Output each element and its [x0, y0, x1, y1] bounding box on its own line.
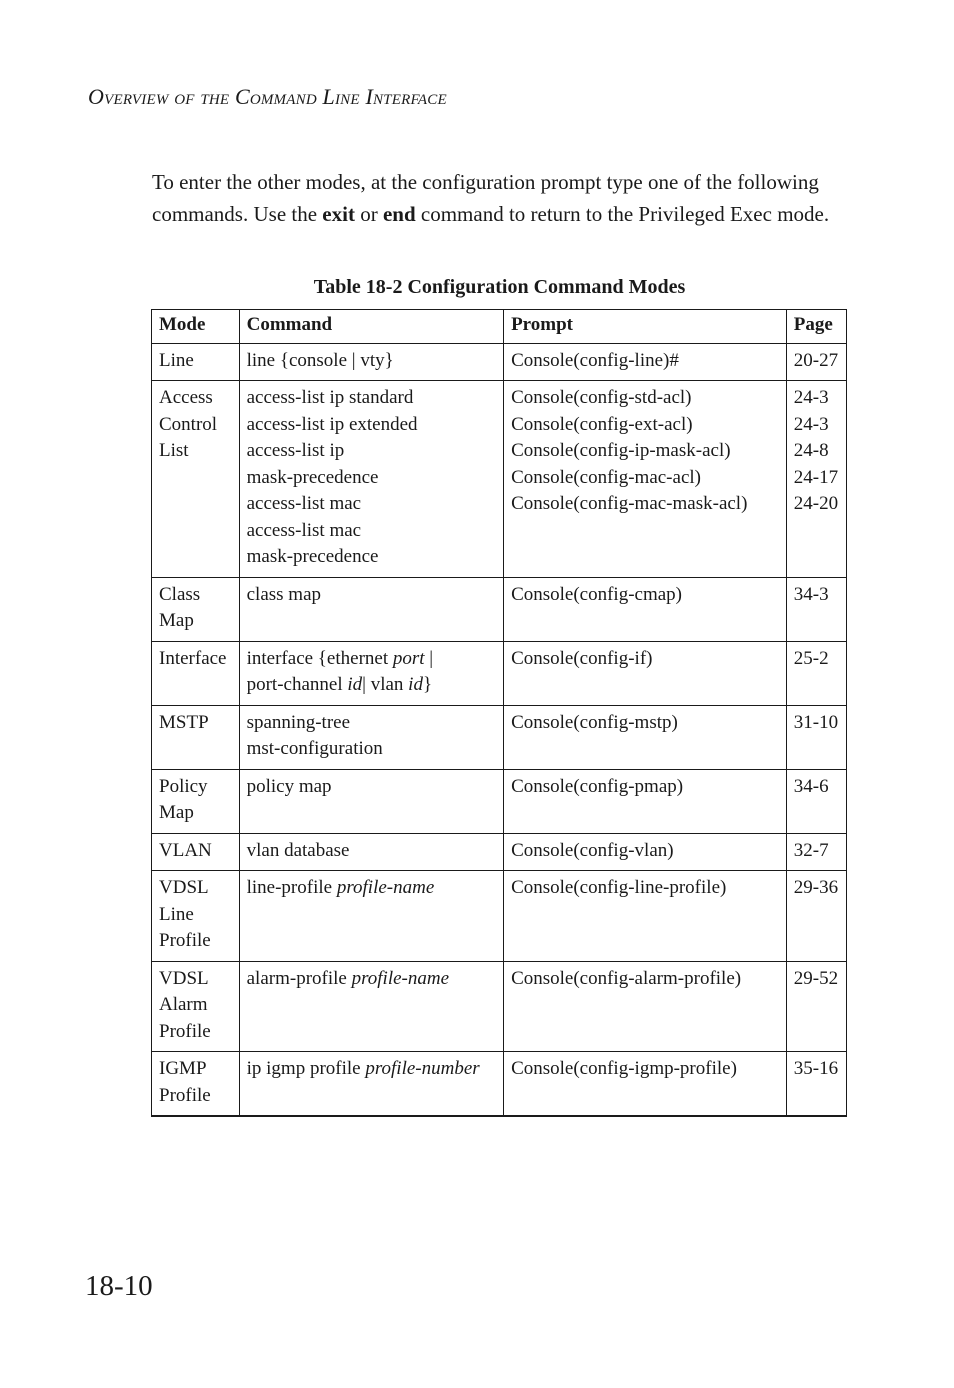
- header-page: Page: [786, 310, 846, 344]
- mode-text: VDSL: [159, 877, 209, 898]
- prompt-cell: [504, 381, 787, 578]
- command-text: interface {ethernet: [246, 647, 393, 669]
- page-ref: 24-20: [793, 493, 839, 514]
- command-cell: [239, 381, 503, 578]
- command-line: [247, 774, 497, 801]
- command-text: access-list mac: [246, 519, 362, 541]
- prompt-cell: [504, 769, 787, 833]
- table-row: [152, 705, 847, 769]
- mode-cell: [152, 705, 240, 769]
- mode-text: IGMP: [159, 1058, 207, 1079]
- intro-text-2: or: [354, 201, 383, 226]
- page-cell: [786, 871, 846, 962]
- mode-cell: [152, 833, 240, 871]
- page-ref: 34-6: [793, 775, 829, 797]
- mode-text: Map: [159, 610, 194, 631]
- prompt-text: Console(config-ip-mask-acl): [511, 440, 731, 461]
- intro-paragraph: [152, 167, 852, 230]
- prompt-text: Console(config-pmap): [511, 775, 684, 797]
- mode-cell: [152, 343, 240, 381]
- prompt-text: Console(config-mac-acl): [511, 466, 701, 488]
- prompt-text: Console(config-alarm-profile): [511, 967, 742, 989]
- command-line: [247, 412, 497, 439]
- mode-text: Policy: [159, 775, 208, 797]
- mode-text: Interface: [159, 647, 227, 669]
- prompt-cell: [504, 577, 787, 641]
- page-ref: 29-52: [793, 967, 839, 989]
- command-text: spanning-tree: [246, 711, 351, 733]
- command-cell: [239, 769, 503, 833]
- page-cell: [786, 769, 846, 833]
- header-prompt: Prompt: [504, 310, 787, 344]
- prompt-cell: [504, 833, 787, 871]
- command-text: mask-precedence: [246, 546, 379, 567]
- command-cell: [239, 961, 503, 1052]
- prompt-cell: [504, 871, 787, 962]
- command-argument: profile-name: [336, 877, 435, 898]
- command-text: access-list ip: [246, 440, 345, 461]
- mode-text: Line: [159, 349, 194, 371]
- mode-cell: [152, 381, 240, 578]
- command-cell: [239, 343, 503, 381]
- end-keyword: end: [382, 201, 416, 226]
- page-cell: [786, 833, 846, 871]
- prompt-text: Console(config-mstp): [511, 711, 678, 733]
- table-body: [152, 343, 847, 1116]
- command-text: mst-configuration: [246, 738, 383, 759]
- command-text: policy map: [246, 775, 332, 797]
- command-cell: [239, 705, 503, 769]
- intro-text-3: command to return to the Privileged Exec mode.: [415, 201, 830, 226]
- prompt-text: Console(config-if): [511, 647, 653, 669]
- mode-cell: [152, 577, 240, 641]
- prompt-text: Console(config-ext-acl): [511, 413, 693, 435]
- page-ref: 32-7: [793, 839, 829, 861]
- command-text: class map: [246, 583, 322, 605]
- command-cell: [239, 641, 503, 705]
- prompt-text: Console(config-std-acl): [511, 387, 692, 408]
- command-text: | vlan: [362, 674, 409, 695]
- page-ref: 25-2: [793, 647, 829, 669]
- mode-text: MSTP: [159, 711, 209, 733]
- page-ref: 34-3: [793, 583, 829, 605]
- prompt-cell: [504, 641, 787, 705]
- mode-text: Class: [159, 583, 201, 605]
- prompt-text: Console(config-cmap): [511, 583, 683, 605]
- command-line: [247, 966, 497, 993]
- command-line: [247, 348, 497, 375]
- table-header-row: [152, 310, 847, 344]
- header-command: Command: [239, 310, 503, 344]
- page-cell: [786, 381, 846, 578]
- command-text: port-channel: [246, 674, 348, 695]
- page-ref: 24-3: [793, 413, 829, 435]
- prompt-cell: [504, 1052, 787, 1117]
- page-ref: 24-3: [793, 387, 829, 408]
- table-row: [152, 871, 847, 962]
- command-line: [247, 736, 497, 763]
- page-ref: 24-17: [793, 466, 839, 488]
- mode-cell: [152, 871, 240, 962]
- page-ref: 24-8: [793, 440, 829, 461]
- mode-text: List: [159, 440, 189, 461]
- mode-text: VDSL: [159, 967, 209, 989]
- page-ref: 35-16: [793, 1058, 839, 1079]
- intro-text-1: To enter the other modes, at the configuration prompt type one of the following commands. Use the: [152, 170, 819, 226]
- running-head: Overview of the Command Line Interface: [88, 84, 447, 109]
- command-argument: id: [408, 674, 423, 695]
- command-line: [247, 875, 497, 902]
- table-row: [152, 577, 847, 641]
- prompt-text: Console(config-vlan): [511, 839, 674, 861]
- mode-cell: [152, 961, 240, 1052]
- exit-keyword: exit: [322, 201, 355, 226]
- mode-text: Profile: [159, 1020, 211, 1042]
- command-text: |: [424, 647, 434, 669]
- prompt-text: Console(config-line-profile): [511, 877, 727, 898]
- command-line: [247, 1056, 497, 1083]
- page-cell: [786, 961, 846, 1052]
- command-line: [247, 491, 497, 518]
- command-argument: id: [347, 674, 363, 695]
- command-text: access-list ip standard: [246, 387, 414, 408]
- prompt-text: Console(config-mac-mask-acl): [511, 493, 748, 514]
- table-caption: Table 18-2 Configuration Command Modes: [313, 276, 686, 298]
- page-cell: [786, 641, 846, 705]
- command-cell: [239, 577, 503, 641]
- page-number: 18-10: [85, 1270, 153, 1302]
- command-line: [247, 438, 497, 465]
- table-row: [152, 381, 847, 578]
- table-row: [152, 343, 847, 381]
- mode-text: Profile: [159, 1084, 211, 1106]
- command-line: [247, 582, 497, 609]
- mode-text: Access: [159, 387, 213, 408]
- mode-text: Alarm: [159, 994, 208, 1015]
- mode-cell: [152, 1052, 240, 1117]
- header-mode: Mode: [152, 310, 240, 344]
- mode-text: Profile: [159, 930, 211, 951]
- command-text: access-list mac: [246, 493, 362, 514]
- command-text: access-list ip extended: [246, 413, 418, 435]
- page-cell: [786, 705, 846, 769]
- prompt-cell: [504, 705, 787, 769]
- mode-cell: [152, 769, 240, 833]
- command-argument: port: [392, 647, 425, 669]
- command-text: mask-precedence: [246, 466, 379, 488]
- prompt-cell: [504, 961, 787, 1052]
- command-cell: [239, 1052, 503, 1117]
- command-line: [247, 465, 497, 492]
- command-argument: profile-number: [365, 1058, 480, 1079]
- mode-text: Line: [159, 903, 194, 925]
- page-cell: [786, 343, 846, 381]
- table-row: [152, 833, 847, 871]
- mode-text: VLAN: [159, 839, 212, 861]
- table-row: [152, 769, 847, 833]
- page-ref: 31-10: [793, 711, 839, 733]
- command-line: [247, 518, 497, 545]
- command-text: vlan database: [246, 839, 350, 861]
- page-cell: [786, 1052, 846, 1117]
- page-ref: 20-27: [793, 349, 839, 371]
- command-text: }: [422, 674, 433, 695]
- command-line: [247, 672, 497, 699]
- command-text: line-profile: [246, 877, 337, 898]
- command-cell: [239, 833, 503, 871]
- command-line: [247, 710, 497, 737]
- command-text: ip igmp profile: [246, 1058, 366, 1079]
- command-line: [247, 838, 497, 865]
- command-text: line {console | vty}: [246, 349, 394, 371]
- prompt-cell: [504, 343, 787, 381]
- mode-text: Control: [159, 413, 218, 435]
- command-modes-table: [151, 309, 847, 1117]
- command-line: [247, 646, 497, 673]
- prompt-text: Console(config-igmp-profile): [511, 1058, 737, 1079]
- mode-cell: [152, 641, 240, 705]
- command-argument: profile-name: [351, 967, 450, 989]
- prompt-text: Console(config-line)#: [511, 349, 679, 371]
- table-row: [152, 641, 847, 705]
- command-cell: [239, 871, 503, 962]
- command-text: alarm-profile: [246, 967, 352, 989]
- command-line: [247, 544, 497, 571]
- table-row: [152, 961, 847, 1052]
- table-row: [152, 1052, 847, 1117]
- page-ref: 29-36: [793, 877, 839, 898]
- page-cell: [786, 577, 846, 641]
- mode-text: Map: [159, 802, 194, 823]
- command-line: [247, 385, 497, 412]
